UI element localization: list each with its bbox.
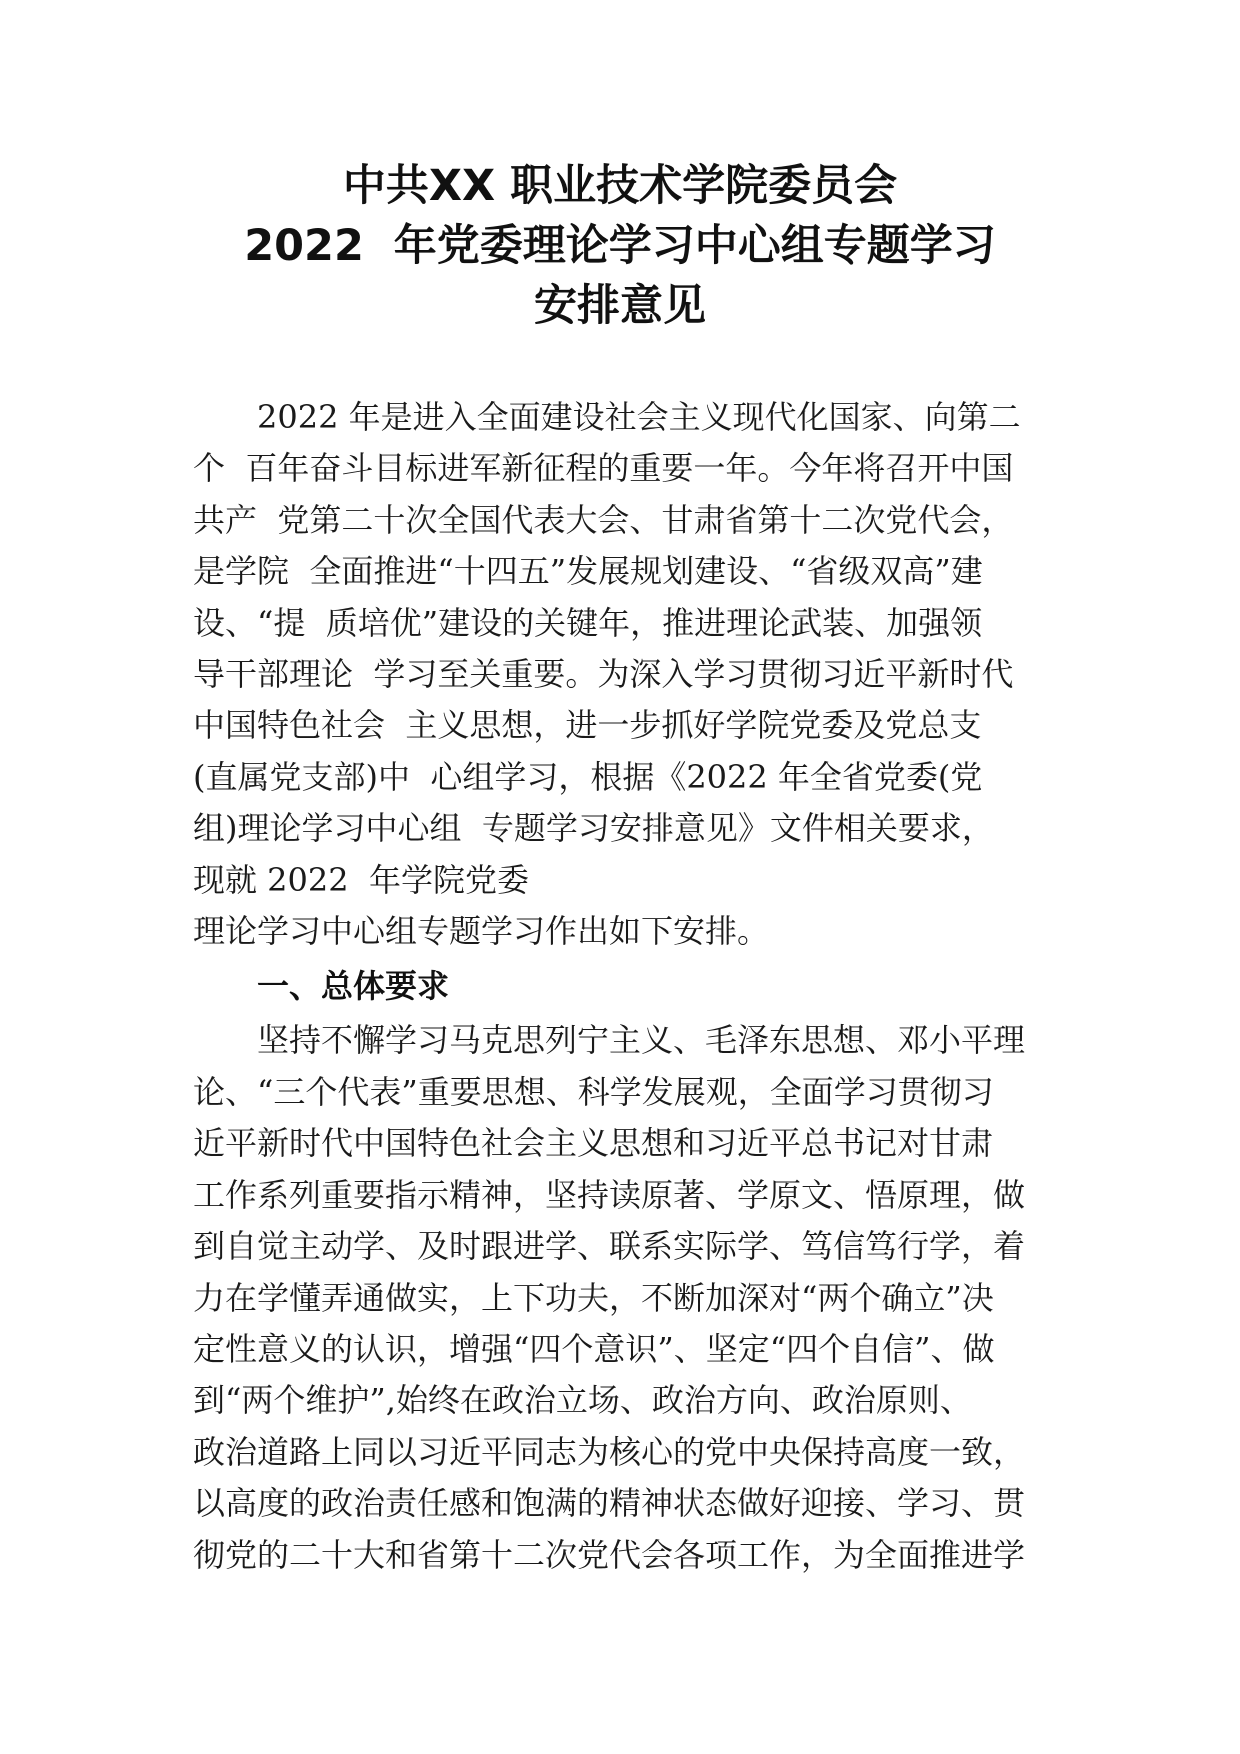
intro-line: 组)理论学习中心组 专题学习安排意见》文件相关要求， bbox=[193, 809, 994, 848]
title-line-1: 中共XX 职业技术学院委员会 bbox=[342, 161, 898, 211]
section1-line: 近平新时代中国特色社会主义思想和习近平总书记对甘肃 bbox=[193, 1124, 994, 1163]
section1-line: 到“两个维护”,始终在政治立场、政治方向、政治原则、 bbox=[193, 1381, 972, 1420]
intro-line: 理论学习中心组专题学习作出如下安排。 bbox=[193, 912, 770, 951]
section1-line: 力在学懂弄通做实，上下功夫，不断加深对“两个确立”决 bbox=[193, 1278, 994, 1317]
section1-line: 以高度的政治责任感和饱满的精神状态做好迎接、学习、贯 bbox=[193, 1484, 1026, 1523]
section1-line: 论、“三个代表”重要思想、科学发展观，全面学习贯彻习 bbox=[193, 1072, 994, 1111]
intro-line: (直属党支部)中 心组学习，根据《2022 年全省党委(党 bbox=[193, 757, 983, 796]
document-title bbox=[0, 156, 1240, 336]
intro-line: 现就 2022 年学院党委 bbox=[193, 860, 529, 899]
section1-line: 工作系列重要指示精神，坚持读原著、学原文、悟原理，做 bbox=[193, 1175, 1026, 1214]
intro-line: 中国特色社会 主义思想，进一步抓好学院党委及党总支 bbox=[193, 706, 982, 745]
section1-line: 坚持不懈学习马克思列宁主义、毛泽东思想、邓小平理 bbox=[257, 1021, 1026, 1060]
intro-paragraph bbox=[193, 392, 1053, 957]
intro-line: 是学院 全面推进“十四五”发展规划建设、“省级双高”建 bbox=[193, 552, 983, 591]
document-body bbox=[193, 392, 1053, 1581]
section1-line: 彻党的二十大和省第十二次党代会各项工作，为全面推进学 bbox=[193, 1535, 1026, 1574]
section1-paragraph bbox=[193, 1015, 1053, 1580]
section-heading: 一、总体要求 bbox=[257, 967, 450, 1006]
title-line-3: 安排意见 bbox=[534, 281, 706, 331]
intro-line: 个 百年奋斗目标进军新征程的重要一年。今年将召开中国 bbox=[193, 449, 1014, 488]
title-line-2: 2022 年党委理论学习中心组专题学习 bbox=[244, 221, 996, 271]
intro-line: 导干部理论 学习至关重要。为深入学习贯彻习近平新时代 bbox=[193, 655, 1014, 694]
section1-line: 定性意义的认识，增强“四个意识”、坚定“四个自信”、做 bbox=[193, 1329, 995, 1368]
intro-line: 共产 党第二十次全国代表大会、甘肃省第十二次党代会， bbox=[193, 500, 1014, 539]
intro-line: 2022 年是进入全面建设社会主义现代化国家、向第二 bbox=[257, 398, 1021, 436]
section1-line: 到自觉主动学、及时跟进学、联系实际学、笃信笃行学，着 bbox=[193, 1227, 1026, 1266]
intro-line: 设、“提 质培优”建设的关键年，推进理论武装、加强领 bbox=[193, 603, 983, 642]
section1-line: 政治道路上同以习近平同志为核心的党中央保持高度一致， bbox=[193, 1432, 1026, 1471]
